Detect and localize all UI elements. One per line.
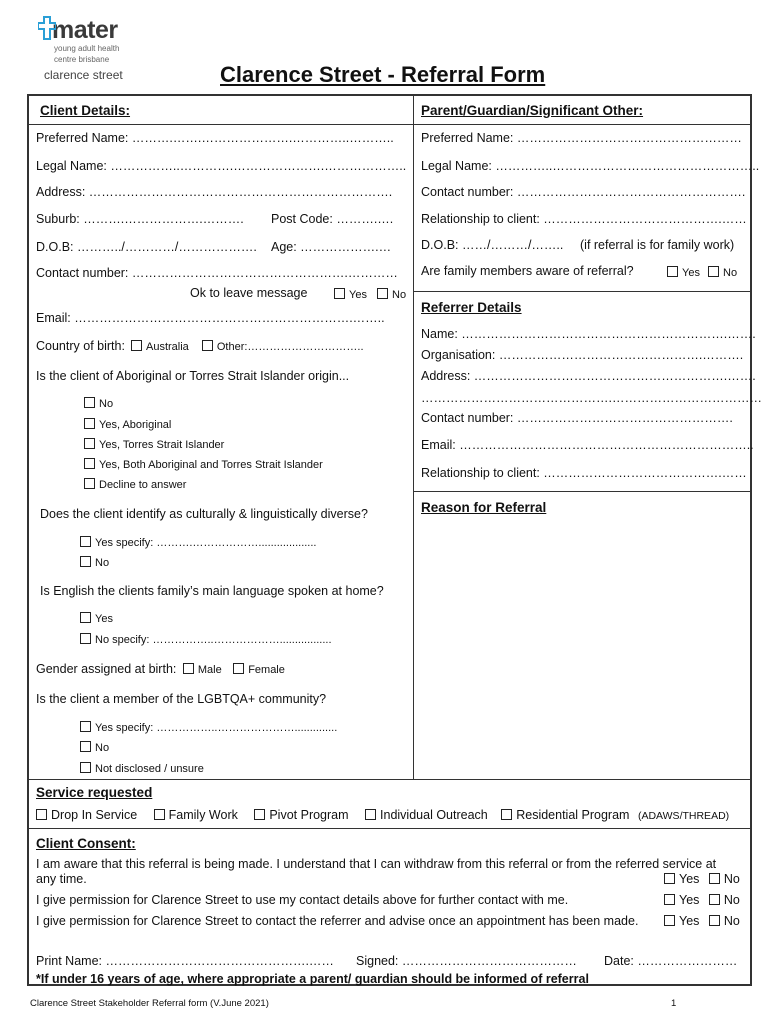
atsi-option[interactable]: Yes, Torres Strait Islander: [84, 438, 224, 452]
service-heading: Service requested: [36, 785, 153, 800]
client-suburb-field[interactable]: Suburb: ……….……………….……….: [36, 212, 244, 226]
divider: [413, 491, 751, 492]
atsi-option[interactable]: No: [84, 397, 113, 411]
ok-to-leave-label: Ok to leave message: [190, 286, 308, 300]
lgbt-question: Is the client a member of the LGBTQA+ community?: [36, 692, 327, 706]
consent-line2: I give permission for Clarence Street to use my contact details above for further contact with me.: [36, 893, 569, 907]
client-address-field[interactable]: Address: ……………………………………………………………….: [36, 185, 393, 199]
parent-preferred-name-field[interactable]: Preferred Name: ………………………………………………: [421, 131, 742, 145]
consent2-yes[interactable]: Yes: [664, 893, 699, 907]
parent-contact-field[interactable]: Contact number: ……………………………………………….: [421, 185, 746, 199]
referrer-organisation-field[interactable]: Organisation: ………………………………………….……….: [421, 348, 744, 362]
client-postcode-field[interactable]: Post Code: ……….….: [271, 212, 394, 226]
referrer-email-field[interactable]: Email: ……………………………………………………………..: [421, 438, 754, 452]
logo-sub1: young adult health: [54, 44, 120, 53]
consent1-no[interactable]: No: [709, 872, 740, 886]
gender-field: Gender assigned at birth: Male Female: [36, 662, 285, 676]
australia-checkbox[interactable]: [131, 340, 142, 351]
parent-dob-field[interactable]: D.O.B: ……/………/……..: [421, 238, 564, 252]
logo-brand: mater: [52, 16, 118, 44]
parent-relationship-field[interactable]: Relationship to client: …………………………………….……: [421, 212, 747, 226]
male-checkbox[interactable]: [183, 663, 194, 674]
aware-yes-option[interactable]: Yes: [667, 266, 700, 280]
aware-no-option[interactable]: No: [708, 266, 737, 280]
client-age-field[interactable]: Age: ……………….…: [271, 240, 392, 254]
consent-heading: Client Consent:: [36, 836, 136, 851]
referrer-contact-field[interactable]: Contact number: …………………………………………….: [421, 411, 733, 425]
cald-question: Does the client identify as culturally & linguistically diverse?: [40, 507, 368, 521]
service-options: [36, 808, 729, 823]
referrer-name-field[interactable]: Name: ……………………………………………………….…….: [421, 327, 756, 341]
consent1-options: [664, 872, 740, 886]
english-yes-option[interactable]: Yes: [80, 612, 113, 626]
consent3-no[interactable]: No: [709, 914, 740, 928]
consent-line3: I give permission for Clarence Street to contact the referrer and advise once an appointment has been made.: [36, 914, 639, 928]
ok-yes-option[interactable]: Yes: [334, 288, 367, 302]
cald-yes-option[interactable]: Yes specify: ……….………………...................: [80, 536, 316, 550]
column-divider: [413, 94, 414, 779]
checkbox[interactable]: [377, 288, 388, 299]
client-legal-name-field[interactable]: Legal Name: ……………..………….………………….………………..: [36, 159, 407, 173]
service-residential[interactable]: Residential Program: [501, 808, 629, 822]
referrer-address-field[interactable]: Address: …………………………………………………….…….: [421, 369, 756, 383]
print-name-field[interactable]: Print Name: ………………………………………….……: [36, 954, 334, 968]
other-country-checkbox[interactable]: [202, 340, 213, 351]
female-checkbox[interactable]: [233, 663, 244, 674]
mater-logo: [38, 18, 158, 82]
consent-line1: I am aware that this referral is being made. I understand that I can withdraw from this referral or from the referred service at: [36, 857, 717, 871]
divider: [413, 291, 751, 292]
atsi-question: Is the client of Aboriginal or Torres Strait Islander origin...: [36, 369, 350, 383]
client-preferred-name-field[interactable]: Preferred Name: ……….…….………………….…………..………..: [36, 131, 394, 145]
parent-dob-note: (if referral is for family work): [580, 238, 735, 252]
client-email-field[interactable]: Email: ………………………………………………………….……..: [36, 311, 385, 325]
divider: [28, 779, 751, 780]
footer-text: Clarence Street Stakeholder Referral form (V.June 2021): [30, 998, 269, 1009]
residential-note: (ADAWS/THREAD): [637, 810, 730, 822]
atsi-option[interactable]: Yes, Both Aboriginal and Torres Strait Islander: [84, 458, 323, 472]
service-outreach[interactable]: Individual Outreach: [365, 808, 488, 822]
consent1-yes[interactable]: Yes: [664, 872, 699, 886]
divider: [28, 828, 751, 829]
consent-line1b: any time.: [36, 872, 87, 886]
service-drop-in[interactable]: Drop In Service: [36, 808, 137, 822]
date-field[interactable]: Date: ……………………: [604, 954, 738, 968]
lgbt-no-option[interactable]: No: [80, 741, 109, 755]
lgbt-not-disclosed-option[interactable]: Not disclosed / unsure: [80, 762, 204, 776]
consent2-options: [664, 893, 740, 907]
atsi-option[interactable]: Yes, Aboriginal: [84, 418, 171, 432]
logo-location: clarence street: [44, 68, 123, 82]
cald-no-option[interactable]: No: [80, 556, 109, 570]
signed-field[interactable]: Signed: ……………………………………: [356, 954, 577, 968]
page-number: 1: [671, 998, 677, 1009]
consent2-no[interactable]: No: [709, 893, 740, 907]
divider: [28, 124, 751, 125]
referrer-address-line2[interactable]: ……………………………………….………………………………: [421, 391, 762, 405]
client-contact-field[interactable]: Contact number: …………………………………………….…………: [36, 266, 398, 280]
client-details-heading: Client Details:: [40, 103, 131, 118]
ok-no-option[interactable]: No: [377, 288, 406, 302]
service-pivot[interactable]: Pivot Program: [254, 808, 348, 822]
logo-sub2: centre brisbane: [54, 55, 110, 64]
page-title: Clarence Street - Referral Form: [220, 62, 546, 87]
referrer-relationship-field[interactable]: Relationship to client: …………………………………….……: [421, 466, 747, 480]
client-dob-field[interactable]: D.O.B: ………../…………/……………….: [36, 240, 257, 254]
country-of-birth: Country of birth: Australia Other:…………………………..: [36, 339, 364, 353]
parent-heading: Parent/Guardian/Significant Other:: [421, 103, 644, 118]
family-aware-question: Are family members aware of referral?: [421, 264, 634, 278]
reason-textarea[interactable]: [416, 520, 748, 776]
referrer-heading: Referrer Details: [421, 300, 522, 315]
english-no-option[interactable]: No specify: ……………..……………….................: [80, 633, 332, 647]
under-16-note: *If under 16 years of age, where appropriate a parent/ guardian should be informed of referral: [36, 972, 589, 986]
consent3-options: [664, 914, 740, 928]
atsi-option[interactable]: Decline to answer: [84, 478, 186, 492]
cross-icon: [38, 16, 56, 40]
reason-heading: Reason for Referral: [421, 500, 547, 515]
english-question: Is English the clients family’s main language spoken at home?: [40, 584, 384, 598]
lgbt-yes-option[interactable]: Yes specify: ……………..…………………..............: [80, 721, 337, 735]
parent-legal-name-field[interactable]: Legal Name: …………..…………………………………………..: [421, 159, 760, 173]
consent3-yes[interactable]: Yes: [664, 914, 699, 928]
checkbox[interactable]: [334, 288, 345, 299]
service-family-work[interactable]: Family Work: [154, 808, 238, 822]
